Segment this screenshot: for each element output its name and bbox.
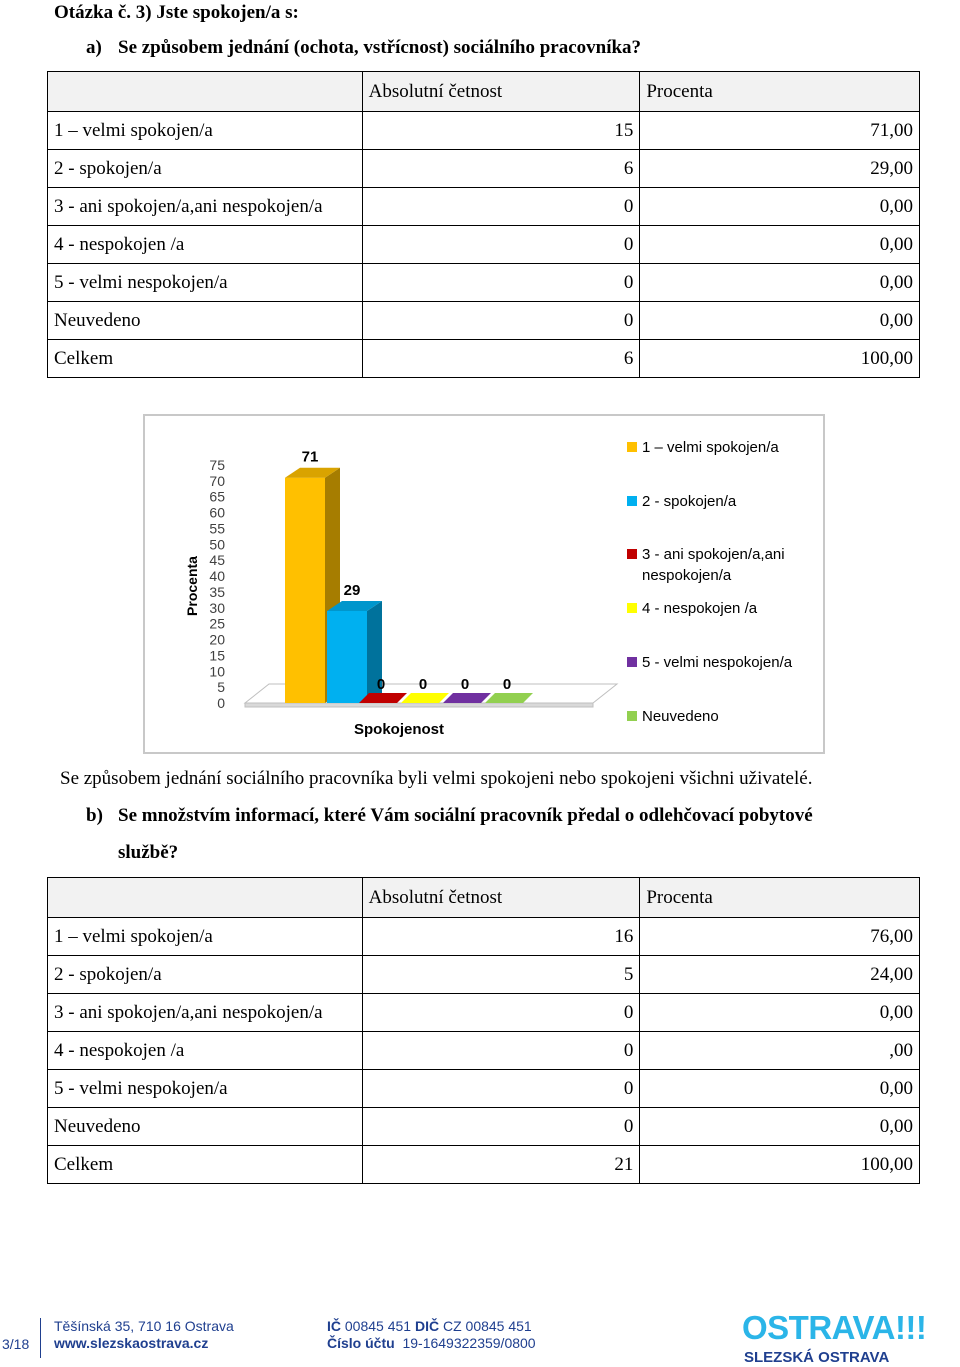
row-percent: 100,00 <box>640 1146 920 1184</box>
y-tick-label: 70 <box>209 472 225 489</box>
table-row <box>48 112 920 150</box>
row-label: 4 - nespokojen /a <box>48 1032 363 1070</box>
data-label: 0 <box>460 676 470 693</box>
legend-entry: 3 - ani spokojen/a,ani <box>642 546 785 563</box>
header-blank <box>48 878 363 918</box>
footer-address: Těšínská 35, 710 16 Ostrava <box>54 1318 234 1334</box>
row-label: Celkem <box>48 340 363 378</box>
y-tick-label: 25 <box>209 615 225 632</box>
row-absolute: 0 <box>362 302 640 340</box>
row-percent: 71,00 <box>640 112 920 150</box>
data-label: 71 <box>301 448 319 466</box>
y-tick-label: 40 <box>209 568 225 585</box>
row-label: Neuvedeno <box>48 302 363 340</box>
y-tick-label: 50 <box>209 536 225 553</box>
row-percent: 100,00 <box>640 340 920 378</box>
table-header-row <box>48 878 920 918</box>
question-title: Otázka č. 3) Jste spokojen/a s: <box>54 2 299 23</box>
bar <box>327 611 367 703</box>
row-percent: 76,00 <box>640 918 920 956</box>
row-absolute: 16 <box>362 918 640 956</box>
row-label: Neuvedeno <box>48 1108 363 1146</box>
x-axis-label: Spokojenost <box>353 721 445 738</box>
sub-question-b-line1: Se množstvím informací, které Vám sociální pracovník předal o odlehčovací pobytové <box>118 805 813 826</box>
y-tick-label: 10 <box>209 663 225 680</box>
row-absolute: 5 <box>362 956 640 994</box>
table-row <box>48 956 920 994</box>
table-row <box>48 1032 920 1070</box>
row-percent: 0,00 <box>640 1108 920 1146</box>
row-percent: 0,00 <box>640 302 920 340</box>
ostrava-logo <box>740 1309 956 1367</box>
logo-wordmark: OSTRAVA!!! <box>742 1309 927 1346</box>
table-header-row <box>48 72 920 112</box>
row-percent: 29,00 <box>640 150 920 188</box>
y-axis-label: Procenta <box>184 556 200 616</box>
sub-question-b <box>86 806 916 863</box>
row-absolute: 0 <box>362 1108 640 1146</box>
sub-question-a-letter: a) <box>86 37 102 58</box>
legend-entry: 4 - nespokojen /a <box>642 600 758 617</box>
header-percent: Procenta <box>640 72 920 112</box>
legend-swatch <box>627 603 637 613</box>
row-label: 2 - spokojen/a <box>48 150 363 188</box>
header-blank <box>48 72 363 112</box>
row-absolute: 15 <box>362 112 640 150</box>
row-absolute: 0 <box>362 1070 640 1108</box>
row-absolute: 0 <box>362 994 640 1032</box>
row-percent: 0,00 <box>640 1070 920 1108</box>
data-label: 29 <box>343 581 361 599</box>
table-row <box>48 188 920 226</box>
y-tick-label: 20 <box>209 631 225 648</box>
dic-value: CZ 00845 451 <box>442 1318 532 1334</box>
sub-question-b-letter: b) <box>86 805 103 826</box>
row-absolute: 0 <box>362 226 640 264</box>
row-absolute: 0 <box>362 1032 640 1070</box>
header-absolute: Absolutní četnost <box>362 72 640 112</box>
ico-value: 00845 451 <box>344 1318 412 1334</box>
table-row <box>48 994 920 1032</box>
data-label: 0 <box>376 676 386 693</box>
data-label: 0 <box>502 676 512 693</box>
row-label: 1 – velmi spokojen/a <box>48 918 363 956</box>
dic-label: DIČ <box>414 1318 440 1334</box>
y-tick-label: 45 <box>209 552 225 569</box>
frequency-table-b <box>47 877 920 1184</box>
legend-swatch <box>627 657 637 667</box>
row-label: 3 - ani spokojen/a,ani nespokojen/a <box>48 188 363 226</box>
y-tick-label: 35 <box>209 583 225 600</box>
row-percent: 0,00 <box>640 994 920 1032</box>
row-label: Celkem <box>48 1146 363 1184</box>
row-label: 1 – velmi spokojen/a <box>48 112 363 150</box>
legend-swatch <box>627 711 637 721</box>
footer-website-link[interactable]: www.slezskaostrava.cz <box>54 1335 209 1351</box>
y-tick-label: 55 <box>209 520 225 537</box>
footer-separator <box>40 1318 41 1358</box>
data-label: 0 <box>418 676 428 693</box>
row-absolute: 6 <box>362 150 640 188</box>
table-row <box>48 340 920 378</box>
bar <box>285 478 325 703</box>
row-absolute: 6 <box>362 340 640 378</box>
legend-swatch <box>627 442 637 452</box>
table-row <box>48 264 920 302</box>
legend-swatch <box>627 496 637 506</box>
footer-address-block <box>54 1318 234 1352</box>
footer-ids-line <box>327 1318 536 1335</box>
sub-question-b-line2: službě? <box>118 842 179 863</box>
account-label: Číslo účtu <box>327 1335 395 1351</box>
y-tick-label: 15 <box>209 647 225 664</box>
conclusion-text: Se způsobem jednání sociálního pracovníka byli velmi spokojeni nebo spokojeni všichni uživatelé. <box>60 768 813 789</box>
legend-swatch <box>627 549 637 559</box>
sub-question-a-text: Se způsobem jednání (ochota, vstřícnost) sociálního pracovníka? <box>118 37 642 58</box>
legend-entry: 2 - spokojen/a <box>642 493 737 510</box>
table-row <box>48 226 920 264</box>
table-row <box>48 302 920 340</box>
table-row <box>48 1146 920 1184</box>
row-label: 5 - velmi nespokojen/a <box>48 264 363 302</box>
footer-company-ids <box>327 1318 536 1352</box>
sub-question-a <box>86 38 641 58</box>
row-label: 4 - nespokojen /a <box>48 226 363 264</box>
table-row <box>48 1108 920 1146</box>
ico-label: IČ <box>327 1318 341 1334</box>
y-tick-label: 5 <box>217 679 225 696</box>
satisfaction-chart <box>143 414 825 754</box>
row-label: 2 - spokojen/a <box>48 956 363 994</box>
footer-account-line <box>327 1335 536 1352</box>
row-label: 3 - ani spokojen/a,ani nespokojen/a <box>48 994 363 1032</box>
row-percent: 0,00 <box>640 264 920 302</box>
row-percent: ,00 <box>640 1032 920 1070</box>
row-percent: 0,00 <box>640 188 920 226</box>
table-row <box>48 1070 920 1108</box>
y-tick-label: 60 <box>209 504 225 521</box>
chart-floor-edge <box>245 703 593 707</box>
row-percent: 0,00 <box>640 226 920 264</box>
row-label: 5 - velmi nespokojen/a <box>48 1070 363 1108</box>
y-tick-label: 30 <box>209 599 225 616</box>
y-tick-label: 0 <box>217 695 225 711</box>
frequency-table-a <box>47 71 920 378</box>
page-number: 3/18 <box>2 1336 30 1352</box>
table-row <box>48 150 920 188</box>
y-tick-label: 75 <box>209 457 225 473</box>
header-percent: Procenta <box>640 878 920 918</box>
row-percent: 24,00 <box>640 956 920 994</box>
legend-entry: 1 – velmi spokojen/a <box>642 439 779 456</box>
header-absolute: Absolutní četnost <box>362 878 640 918</box>
y-tick-label: 65 <box>209 488 225 505</box>
legend-entry: Neuvedeno <box>642 708 719 725</box>
account-value: 19-1649322359/0800 <box>402 1335 536 1351</box>
row-absolute: 21 <box>362 1146 640 1184</box>
row-absolute: 0 <box>362 264 640 302</box>
logo-subtitle: SLEZSKÁ OSTRAVA <box>744 1349 890 1366</box>
chart-svg <box>145 416 823 752</box>
row-absolute: 0 <box>362 188 640 226</box>
table-row <box>48 918 920 956</box>
legend-entry: nespokojen/a <box>642 567 732 584</box>
legend-entry: 5 - velmi nespokojen/a <box>642 654 793 671</box>
